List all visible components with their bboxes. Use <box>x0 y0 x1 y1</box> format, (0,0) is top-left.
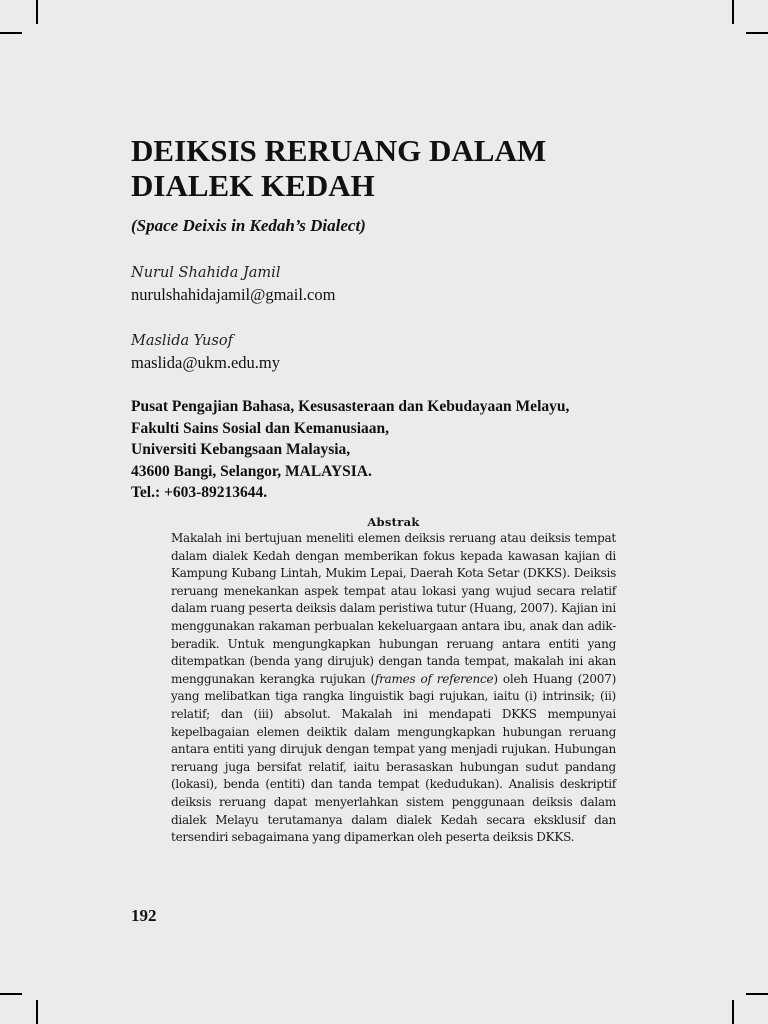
affiliation-line: Pusat Pengajian Bahasa, Kesusasteraan dan Kebudayaan Melayu, <box>131 398 570 415</box>
abstract-text-part: ) oleh Huang (2007) yang melibatkan tiga rangka linguistik bagi rujukan, iaitu (i) intrinsik; (ii) relatif; dan (iii) absolut. Makalah ini mendapati DKKS mempunyai kepelbagaian elemen deiktik dalam mengungkapkan hubungan reruang antara entiti yang dirujuk dengan tempat yang menjadi rujukan. Hubungan reruang juga bersifat relatif, iaitu berasaskan hubungan sudut pandang (lokasi), benda (entiti) dan tanda tempat (kedudukan). Analisis deskriptif deiksis reruang dapat menyerlahkan sistem penggunaan deiksis dalam dialek Melayu terutamanya dalam dialek Kedah secara eksklusif dan tersendiri sebagaimana yang dipamerkan oleh peserta deiksis DKKS. <box>171 671 616 845</box>
author-email[interactable]: nurulshahidajamil@gmail.com <box>131 285 336 304</box>
crop-mark-top-left-vertical <box>36 0 38 24</box>
crop-mark-bottom-right-horizontal <box>746 993 768 995</box>
affiliation-line: Fakulti Sains Sosial dan Kemanusiaan, <box>131 419 389 437</box>
subtitle-open-paren: ( <box>131 216 137 235</box>
affiliation-line: Universiti Kebangsaan Malaysia, <box>131 441 351 458</box>
crop-mark-bottom-right-vertical <box>732 1000 734 1024</box>
crop-mark-top-left-horizontal <box>0 32 22 34</box>
subtitle-text: Space Deixis in Kedah’s Dialect <box>136 216 361 235</box>
author-email[interactable]: maslida@ukm.edu.my <box>131 353 281 372</box>
crop-mark-bottom-left-vertical <box>36 1000 38 1024</box>
abstract-italic-term: frames of reference <box>374 671 494 686</box>
abstract-text-part: Makalah ini bertujuan meneliti elemen deiksis reruang atau deiksis tempat dalam dialek Kedah dengan memberikan fokus kepada kawasan kajian di Kampung Kubang Lintah, Mukim Lepai, Daerah Kota Setar (DKKS). Deiksis reruang menekankan aspek tempat atau lokasi yang wujud secara relatif dalam ruang peserta deiksis dalam peristiwa tutur (Huang, 2007). Kajian ini menggunakan rakaman perbualan kekeluargaan antara ibu, anak dan adik-beradik. Untuk mengungkapkan hubungan reruang antara entiti yang ditempatkan (benda yang dirujuk) dengan tanda tempat, makalah ini akan menggunakan kerangka rujukan ( <box>171 531 616 686</box>
abstract-body <box>171 530 616 847</box>
crop-mark-top-right-vertical <box>732 0 734 24</box>
abstract-heading: Abstrak <box>367 515 420 529</box>
affiliation-block <box>131 396 651 504</box>
paper-title: DEIKSIS RERUANG DALAM DIALEK KEDAH <box>131 133 547 203</box>
subtitle-close-paren: ) <box>360 216 366 235</box>
page-number: 192 <box>131 906 157 925</box>
crop-mark-top-right-horizontal <box>746 32 768 34</box>
affiliation-line: 43600 Bangi, Selangor, MALAYSIA. <box>131 462 372 480</box>
author-name: Nurul Shahida Jamil <box>131 265 281 281</box>
author-name: Maslida Yusof <box>131 333 233 349</box>
paper-subtitle <box>131 216 366 236</box>
affiliation-line: Tel.: +603-89213644. <box>131 484 268 501</box>
crop-mark-bottom-left-horizontal <box>0 993 22 995</box>
